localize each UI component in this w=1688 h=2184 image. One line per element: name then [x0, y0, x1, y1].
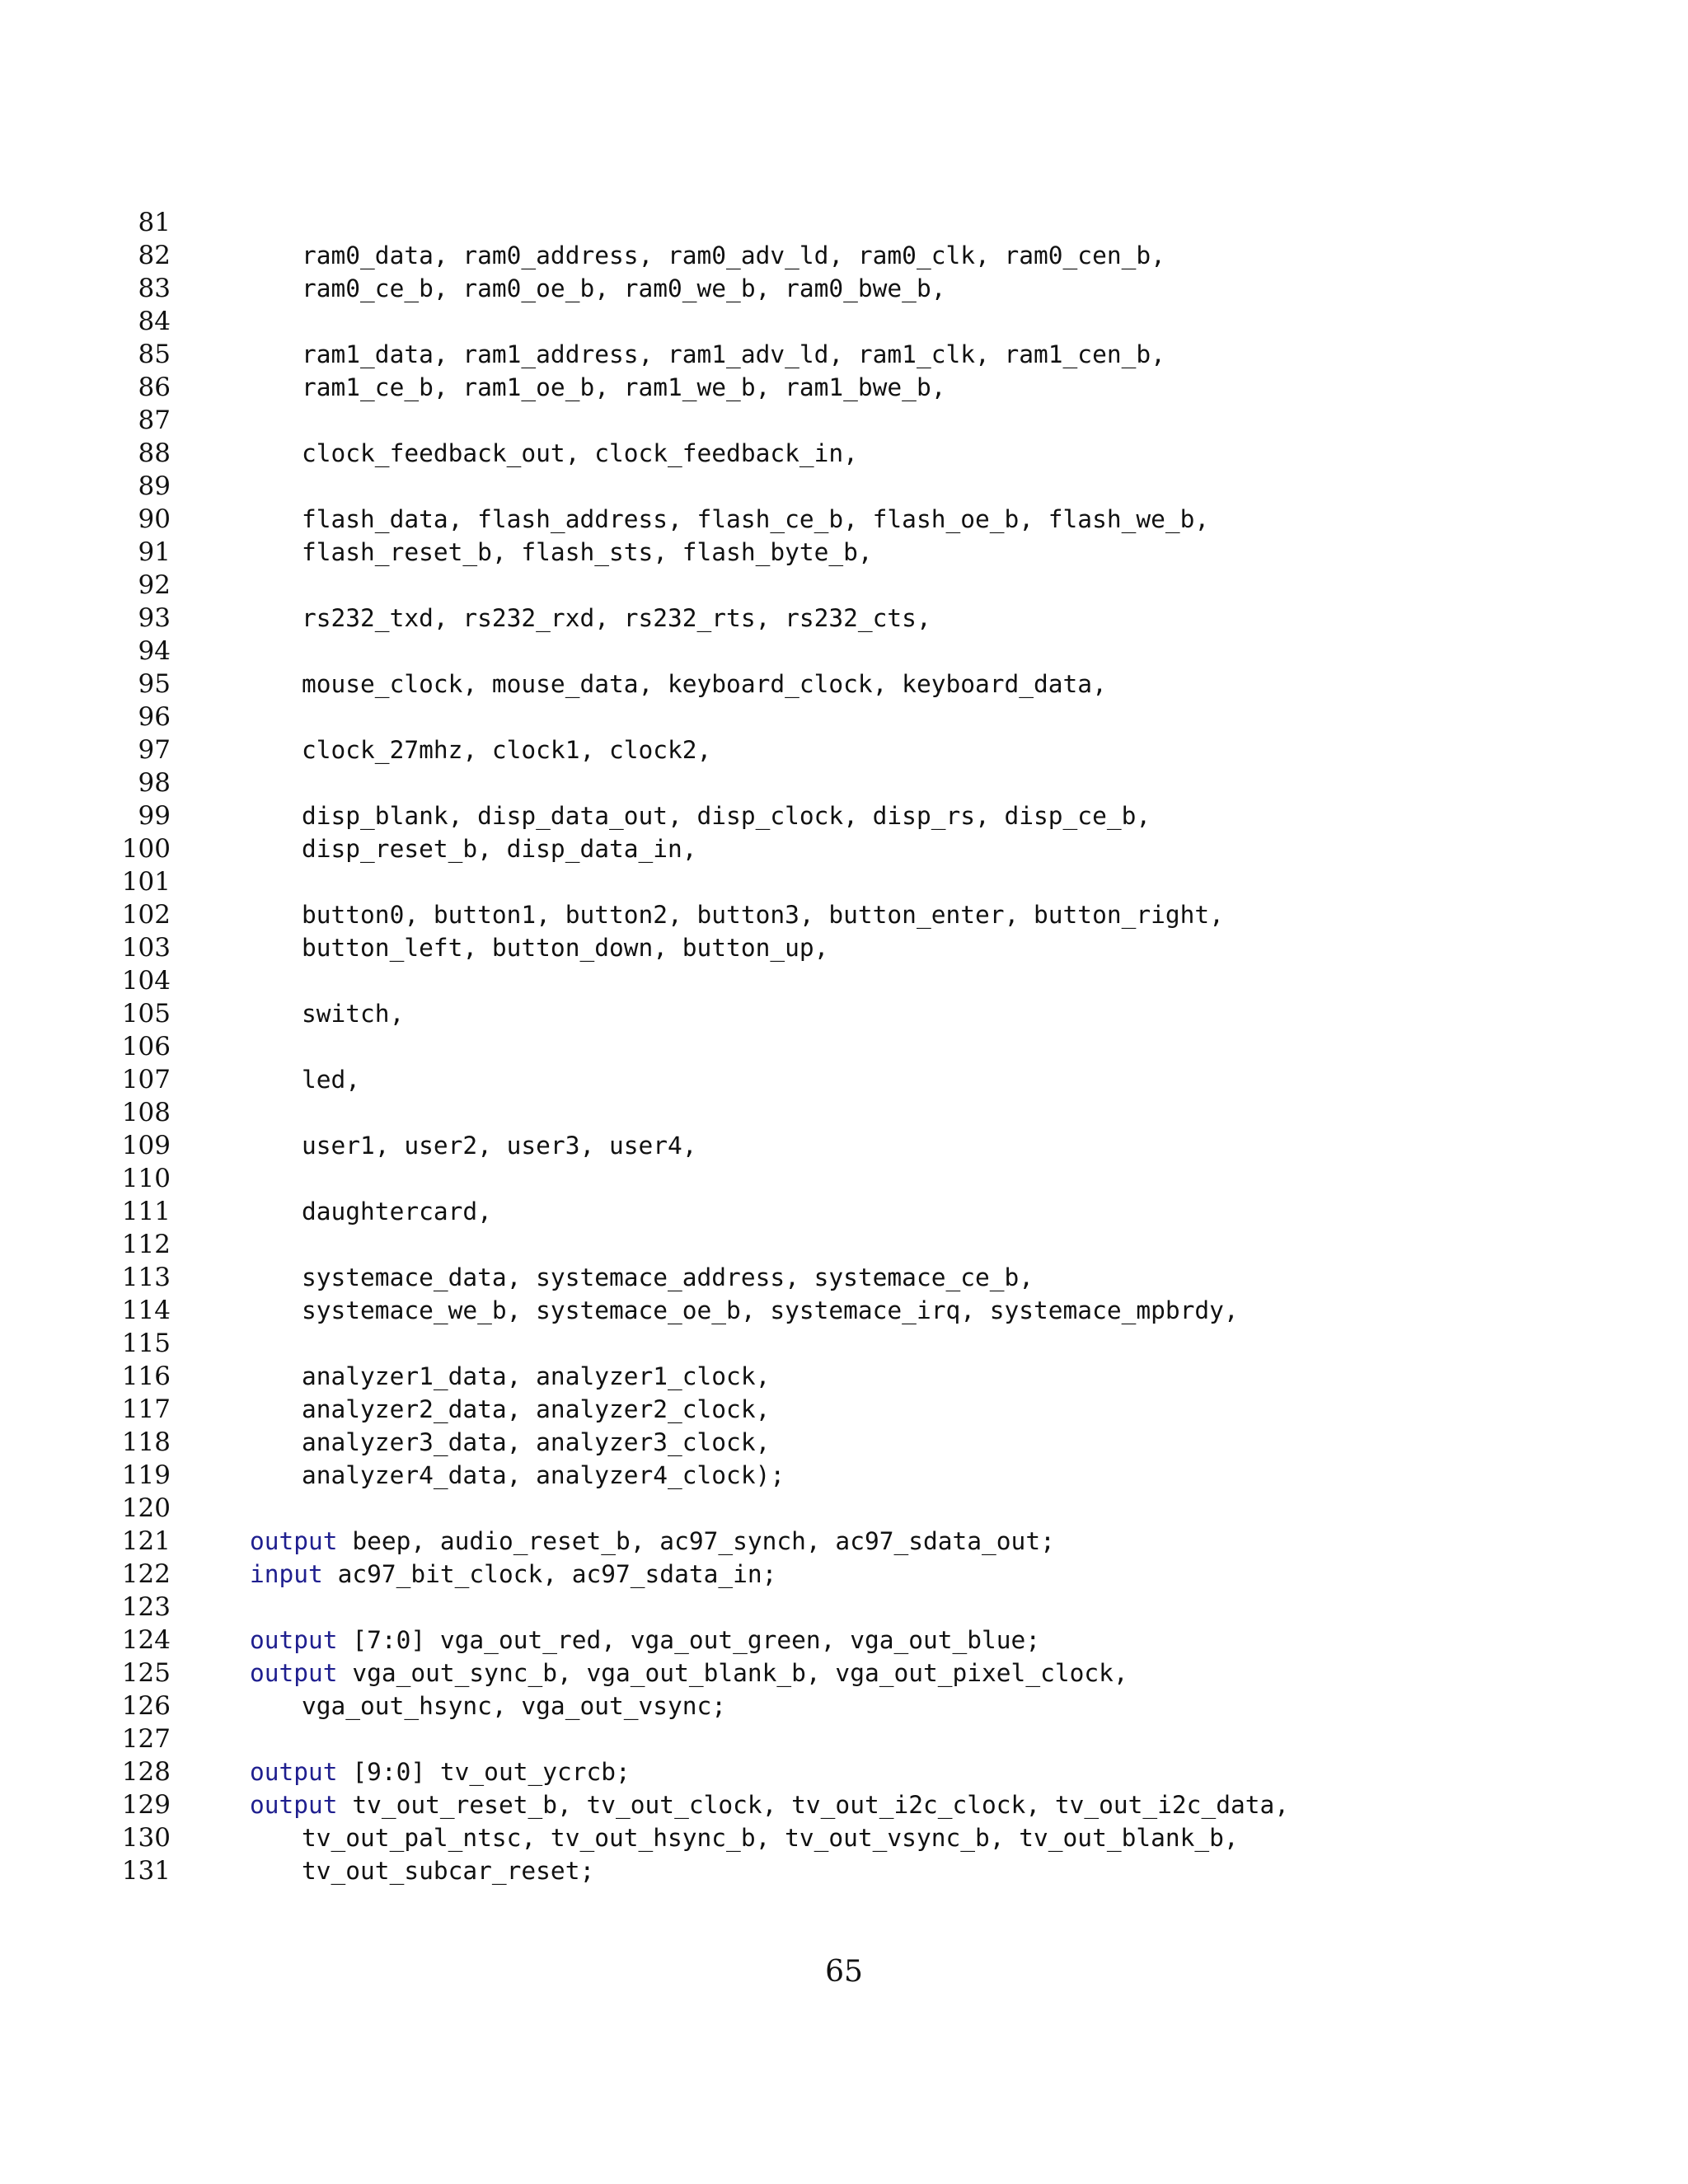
- code-line: [0, 206, 1688, 239]
- code-text: [250, 1788, 1289, 1821]
- code-line: [0, 1129, 1688, 1162]
- code-line: [0, 898, 1688, 931]
- code-content: disp_blank, disp_data_out, disp_clock, disp_rs, disp_ce_b,: [302, 802, 1151, 830]
- code-line: [0, 239, 1688, 272]
- code-content: beep, audio_reset_b, ac97_synch, ac97_sdata_out;: [337, 1527, 1055, 1555]
- code-text: [302, 272, 945, 305]
- code-text: [302, 1393, 770, 1426]
- code-content: ram0_ce_b, ram0_oe_b, ram0_we_b, ram0_bwe_b,: [302, 274, 946, 302]
- line-number: 88: [138, 438, 171, 468]
- code-line: [0, 1821, 1688, 1854]
- line-number: 87: [138, 405, 171, 435]
- keyword: output: [250, 1758, 338, 1786]
- line-number: 110: [121, 1164, 171, 1193]
- code-line: [0, 964, 1688, 997]
- code-text: [302, 832, 697, 865]
- code-line: [0, 1657, 1688, 1690]
- code-line: [0, 1492, 1688, 1525]
- code-content: vga_out_sync_b, vga_out_blank_b, vga_out_pixel_clock,: [337, 1659, 1128, 1687]
- code-text: [250, 1624, 1040, 1657]
- code-content: led,: [302, 1066, 361, 1094]
- code-text: [302, 338, 1165, 371]
- code-text: [302, 997, 404, 1030]
- code-line: [0, 931, 1688, 964]
- code-text: [250, 1558, 776, 1591]
- line-number: 98: [138, 768, 171, 798]
- code-content: tv_out_pal_ntsc, tv_out_hsync_b, tv_out_vsync_b, tv_out_blank_b,: [302, 1824, 1239, 1852]
- code-content: button_left, button_down, button_up,: [302, 934, 829, 962]
- line-number: 115: [121, 1329, 171, 1358]
- line-number: 116: [121, 1361, 171, 1391]
- line-number: 122: [121, 1559, 171, 1589]
- line-number: 91: [138, 537, 171, 567]
- code-line: [0, 404, 1688, 437]
- code-line: [0, 1030, 1688, 1063]
- code-content: clock_27mhz, clock1, clock2,: [302, 736, 712, 764]
- line-number: 97: [138, 735, 171, 765]
- code-content: user1, user2, user3, user4,: [302, 1132, 697, 1160]
- line-number: 82: [138, 241, 171, 270]
- line-number: 114: [121, 1296, 171, 1325]
- code-text: [302, 1426, 770, 1459]
- code-line: [0, 503, 1688, 536]
- code-line: [0, 602, 1688, 635]
- line-number: 81: [138, 208, 171, 237]
- code-content: button0, button1, button2, button3, button_enter, button_right,: [302, 901, 1224, 929]
- page-number: 65: [825, 1955, 863, 1989]
- code-content: analyzer4_data, analyzer4_clock);: [302, 1461, 785, 1489]
- keyword: output: [250, 1659, 338, 1687]
- line-number: 121: [121, 1526, 171, 1556]
- code-line: [0, 338, 1688, 371]
- line-number: 100: [121, 834, 171, 864]
- code-text: [302, 239, 1165, 272]
- code-text: [302, 371, 945, 404]
- code-line: [0, 536, 1688, 569]
- code-line: [0, 1426, 1688, 1459]
- code-content: [9:0] tv_out_ycrcb;: [337, 1758, 631, 1786]
- code-line: [0, 1096, 1688, 1129]
- code-line: [0, 1591, 1688, 1624]
- code-text: [302, 437, 858, 470]
- line-number: 128: [121, 1757, 171, 1787]
- code-content: mouse_clock, mouse_data, keyboard_clock, keyboard_data,: [302, 670, 1107, 698]
- code-content: disp_reset_b, disp_data_in,: [302, 835, 697, 863]
- line-number: 109: [121, 1131, 171, 1160]
- line-number: 95: [138, 669, 171, 699]
- line-number: 86: [138, 373, 171, 402]
- code-line: [0, 1228, 1688, 1261]
- code-line: [0, 1558, 1688, 1591]
- code-text: [302, 1129, 697, 1162]
- keyword: output: [250, 1791, 338, 1819]
- code-text: [302, 536, 873, 569]
- code-content: ram1_data, ram1_address, ram1_adv_ld, ram1_clk, ram1_cen_b,: [302, 340, 1165, 368]
- line-number: 131: [121, 1856, 171, 1886]
- code-content: clock_feedback_out, clock_feedback_in,: [302, 439, 858, 467]
- line-number: 108: [121, 1098, 171, 1127]
- line-number: 119: [121, 1460, 171, 1490]
- code-text: [302, 668, 1107, 701]
- code-line: [0, 1393, 1688, 1426]
- line-number: 101: [121, 867, 171, 897]
- code-line: [0, 272, 1688, 305]
- code-content: tv_out_subcar_reset;: [302, 1857, 595, 1885]
- code-content: vga_out_hsync, vga_out_vsync;: [302, 1692, 727, 1720]
- code-line: [0, 1195, 1688, 1228]
- line-number: 84: [138, 307, 171, 336]
- line-number: 130: [121, 1823, 171, 1853]
- code-content: rs232_txd, rs232_rxd, rs232_rts, rs232_cts,: [302, 604, 931, 632]
- code-line: [0, 1294, 1688, 1327]
- line-number: 124: [121, 1625, 171, 1655]
- code-content: switch,: [302, 1000, 405, 1028]
- line-number: 112: [121, 1230, 171, 1259]
- code-content: flash_data, flash_address, flash_ce_b, flash_oe_b, flash_we_b,: [302, 505, 1210, 533]
- line-number: 103: [121, 933, 171, 963]
- code-text: [302, 1459, 785, 1492]
- code-line: [0, 1624, 1688, 1657]
- line-number: 90: [138, 504, 171, 534]
- code-content: flash_reset_b, flash_sts, flash_byte_b,: [302, 538, 873, 566]
- code-text: [302, 1195, 492, 1228]
- keyword: output: [250, 1626, 338, 1654]
- line-number: 83: [138, 274, 171, 303]
- code-line: [0, 569, 1688, 602]
- line-number: 89: [138, 471, 171, 501]
- line-number: 113: [121, 1263, 171, 1292]
- keyword: output: [250, 1527, 338, 1555]
- code-text: [250, 1657, 1128, 1690]
- line-number: 126: [121, 1691, 171, 1721]
- line-number: 93: [138, 603, 171, 633]
- code-content: [7:0] vga_out_red, vga_out_green, vga_out_blue;: [337, 1626, 1041, 1654]
- code-text: [302, 1821, 1239, 1854]
- code-content: analyzer1_data, analyzer1_clock,: [302, 1362, 771, 1390]
- code-content: ram0_data, ram0_address, ram0_adv_ld, ram0_clk, ram0_cen_b,: [302, 241, 1165, 269]
- code-line: [0, 1854, 1688, 1887]
- code-text: [302, 733, 711, 766]
- code-line: [0, 371, 1688, 404]
- line-number: 106: [121, 1032, 171, 1062]
- code-content: ac97_bit_clock, ac97_sdata_in;: [322, 1560, 777, 1588]
- code-line: [0, 1327, 1688, 1360]
- code-line: [0, 1788, 1688, 1821]
- code-line: [0, 799, 1688, 832]
- line-number: 111: [121, 1197, 171, 1226]
- code-text: [250, 1525, 1055, 1558]
- code-text: [302, 1261, 1034, 1294]
- code-text: [302, 602, 931, 635]
- code-content: ram1_ce_b, ram1_oe_b, ram1_we_b, ram1_bwe_b,: [302, 373, 946, 401]
- code-line: [0, 1755, 1688, 1788]
- code-text: [302, 1690, 726, 1722]
- code-text: [250, 1755, 631, 1788]
- code-text: [302, 1854, 594, 1887]
- line-number: 85: [138, 340, 171, 369]
- code-text: [302, 1063, 360, 1096]
- code-text: [302, 1360, 770, 1393]
- line-number: 94: [138, 636, 171, 666]
- code-line: [0, 1162, 1688, 1195]
- line-number: 120: [121, 1493, 171, 1523]
- line-number: 99: [138, 801, 171, 831]
- code-text: [302, 898, 1224, 931]
- code-content: systemace_data, systemace_address, systemace_ce_b,: [302, 1263, 1034, 1291]
- code-line: [0, 437, 1688, 470]
- line-number: 123: [121, 1592, 171, 1622]
- code-line: [0, 701, 1688, 733]
- code-line: [0, 1360, 1688, 1393]
- line-number: 127: [121, 1724, 171, 1754]
- code-line: [0, 305, 1688, 338]
- code-line: [0, 733, 1688, 766]
- line-number: 102: [121, 900, 171, 930]
- code-line: [0, 1063, 1688, 1096]
- code-line: [0, 470, 1688, 503]
- code-content: analyzer3_data, analyzer3_clock,: [302, 1428, 771, 1456]
- code-content: systemace_we_b, systemace_oe_b, systemace_irq, systemace_mpbrdy,: [302, 1296, 1239, 1324]
- line-number: 92: [138, 570, 171, 600]
- line-number: 118: [121, 1427, 171, 1457]
- code-text: [302, 503, 1209, 536]
- code-listing: [0, 206, 1688, 1887]
- line-number: 105: [121, 999, 171, 1029]
- code-line: [0, 1722, 1688, 1755]
- line-number: 107: [121, 1065, 171, 1094]
- code-line: [0, 865, 1688, 898]
- line-number: 104: [121, 966, 171, 996]
- line-number: 125: [121, 1658, 171, 1688]
- code-line: [0, 635, 1688, 668]
- code-line: [0, 1690, 1688, 1722]
- line-number: 129: [121, 1790, 171, 1820]
- code-line: [0, 668, 1688, 701]
- code-line: [0, 997, 1688, 1030]
- code-content: daughtercard,: [302, 1197, 492, 1226]
- code-content: analyzer2_data, analyzer2_clock,: [302, 1395, 771, 1423]
- code-line: [0, 1459, 1688, 1492]
- keyword: input: [250, 1560, 323, 1588]
- line-number: 117: [121, 1394, 171, 1424]
- code-text: [302, 1294, 1239, 1327]
- line-number: 96: [138, 702, 171, 732]
- code-text: [302, 931, 828, 964]
- code-line: [0, 1261, 1688, 1294]
- code-line: [0, 1525, 1688, 1558]
- code-line: [0, 766, 1688, 799]
- code-line: [0, 832, 1688, 865]
- code-text: [302, 799, 1151, 832]
- code-content: tv_out_reset_b, tv_out_clock, tv_out_i2c_clock, tv_out_i2c_data,: [337, 1791, 1290, 1819]
